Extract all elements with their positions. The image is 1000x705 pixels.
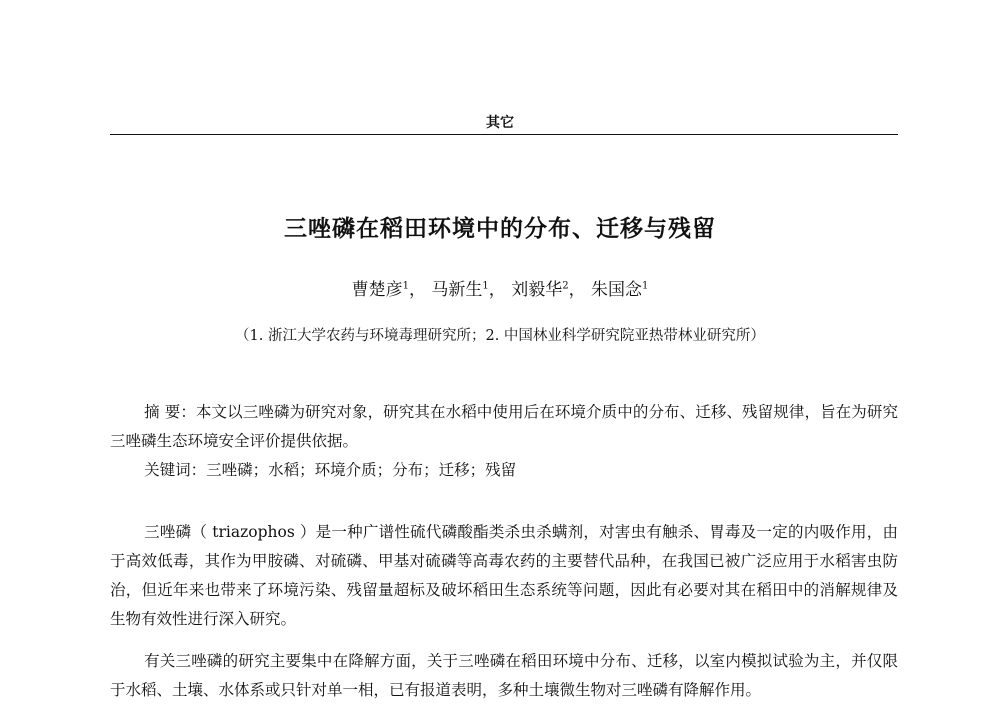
abstract: 摘 要：本文以三唑磷为研究对象，研究其在水稻中使用后在环境介质中的分布、迁移、残留规律，旨在为研究三唑磷生态环境安全评价提供依据。 <box>110 403 898 450</box>
author-affil-mark: 1 <box>402 280 410 292</box>
running-header: 其它 <box>486 115 514 131</box>
author <box>431 280 505 300</box>
author <box>591 280 648 300</box>
author-name: 刘毅华 <box>511 280 563 300</box>
author-separator: ， <box>568 280 586 300</box>
author-name: 马新生 <box>431 280 483 300</box>
author-name: 朱国念 <box>590 280 642 300</box>
author-affil-mark: 2 <box>562 280 569 292</box>
author-separator: ， <box>488 280 506 300</box>
author-separator: ， <box>409 280 427 300</box>
author-name: 曹楚彦 <box>351 280 403 300</box>
author <box>352 280 426 300</box>
header-rule <box>110 134 898 135</box>
affiliations: （1. 浙江大学农药与环境毒理研究所；2. 中国林业科学研究院亚热带林业研究所） <box>235 328 765 344</box>
author-affil-mark: 1 <box>641 280 649 292</box>
author <box>511 280 585 300</box>
keywords: 关键词：三唑磷；水稻；环境介质；分布；迁移；残留 <box>144 461 517 479</box>
author-affil-mark: 1 <box>482 280 489 292</box>
paper-title: 三唑磷在稻田环境中的分布、迁移与残留 <box>284 216 716 242</box>
body-paragraph: 三唑磷（ triazophos ）是一种广谱性硫代磷酸酯类杀虫杀螨剂，对害虫有触杀、胃毒及一定的内吸作用，由于高效低毒，其作为甲胺磷、对硫磷、甲基对硫磷等高毒农药的主要替代品种，在我国已被广泛应用于水稻害虫防治，但近年来也带来了环境污染、残留量超标及破坏稻田生态系统等问题，因此有必要对其在稻田中的消解规律及生物有效性进行深入研究。 <box>110 523 898 628</box>
body-paragraph: 有关三唑磷的研究主要集中在降解方面，关于三唑磷在稻田环境中分布、迁移，以室内模拟试验为主，并仅限于水稻、土壤、水体系或只针对单一相，已有报道表明，多种土壤微生物对三唑磷有降解作用。 <box>110 652 898 699</box>
author-list <box>0 275 1000 300</box>
